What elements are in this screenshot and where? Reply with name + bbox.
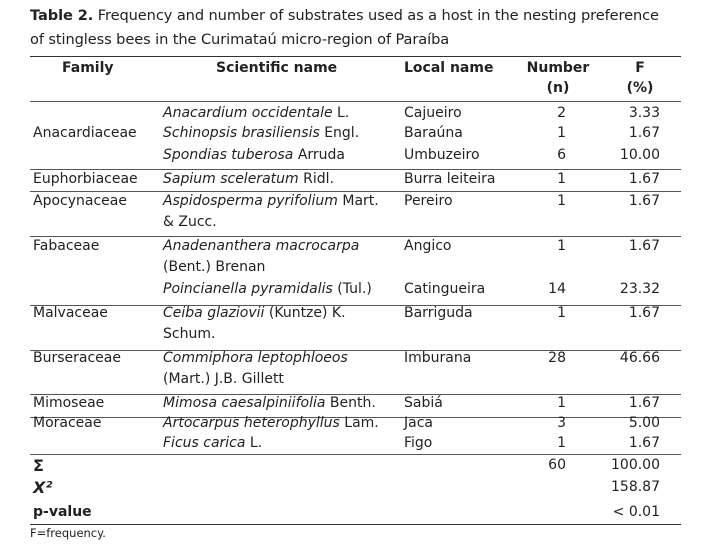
table-row-number: 1 [557, 395, 566, 411]
table-row-local: Burra leiteira [404, 171, 496, 187]
header-frequency: F [635, 60, 645, 76]
table-row-scientific-author: & Zucc. [163, 214, 217, 230]
table-row-scientific: Sapium sceleratum Ridl. [163, 171, 334, 187]
table-row-frequency: 3.33 [628, 105, 660, 121]
table-row-scientific: Mimosa caesalpiniifolia Benth. [163, 395, 376, 411]
table-row-frequency: 5.00 [628, 415, 660, 431]
table-row-scientific: Anadenanthera macrocarpa [163, 238, 360, 254]
rule-group [30, 350, 681, 351]
table-row-scientific: Artocarpus heterophyllus Lam. [163, 415, 379, 431]
chi-square-value: 158.87 [611, 479, 660, 495]
table-row-frequency: 1.67 [628, 305, 660, 321]
table-row-scientific: Ceiba glaziovii (Kuntze) K. [163, 305, 346, 321]
table-row-local: Jaca [404, 415, 433, 431]
table-row-number: 28 [548, 350, 566, 366]
table-row-family: Burseraceae [33, 350, 121, 366]
table-row-number: 14 [548, 281, 566, 297]
table-row-local: Pereiro [404, 193, 453, 209]
table-row-local: Imburana [404, 350, 472, 366]
sum-label: Σ [33, 456, 44, 475]
table-row-local: Barriguda [404, 305, 473, 321]
table-row-number: 1 [557, 171, 566, 187]
rule-totals [30, 454, 681, 455]
header-family: Family [62, 60, 114, 76]
table-row-scientific-author: (Bent.) Brenan [163, 259, 266, 275]
table-row-frequency: 1.67 [628, 238, 660, 254]
table-row-frequency: 1.67 [628, 435, 660, 451]
table-row-number: 1 [557, 193, 566, 209]
table-row-scientific: Aspidosperma pyrifolium Mart. [163, 193, 379, 209]
table-row-local: Catingueira [404, 281, 486, 297]
table-row-family: Mimoseae [33, 395, 105, 411]
table-row-frequency: 1.67 [628, 193, 660, 209]
table-row-family: Fabaceae [33, 238, 100, 254]
caption-line-1 [30, 4, 690, 28]
table-row-family: Malvaceae [33, 305, 108, 321]
table-row-number: 1 [557, 435, 566, 451]
caption-text-2: of stingless bees in the Curimataú micro-region of Paraíba [30, 31, 450, 48]
table-row-scientific: Ficus carica L. [163, 435, 263, 451]
sum-frequency: 100.00 [611, 457, 660, 473]
caption-text-1: Frequency and number of substrates used as a host in the nesting preference [97, 7, 659, 24]
header-scientific-name: Scientific name [216, 60, 338, 76]
table-row-frequency: 1.67 [628, 171, 660, 187]
caption-label: Table 2. [30, 7, 94, 24]
table-row-number: 2 [557, 105, 566, 121]
table-row-number: 3 [557, 415, 566, 431]
p-value-label: p-value [33, 504, 92, 520]
table-row-frequency: 23.32 [619, 281, 660, 297]
table-caption [30, 4, 690, 52]
table-row-number: 1 [557, 125, 566, 141]
table-row-frequency: 46.66 [619, 350, 660, 366]
rule-header [30, 101, 681, 102]
table-row-scientific: Spondias tuberosa Arruda [163, 147, 346, 163]
table-row-local: Angico [404, 238, 452, 254]
header-local-name: Local name [404, 60, 494, 76]
table-row-number: 1 [557, 305, 566, 321]
table-row-scientific-author: (Mart.) J.B. Gillett [163, 371, 284, 387]
table-row-local: Figo [404, 435, 433, 451]
table-row-frequency: 1.67 [628, 395, 660, 411]
table-row-scientific: Commiphora leptophloeos [163, 350, 348, 366]
rule-group [30, 305, 681, 306]
sum-number: 60 [548, 457, 566, 473]
table-row-scientific: Schinopsis brasiliensis Engl. [163, 125, 360, 141]
rule-bottom [30, 524, 681, 525]
header-frequency-unit: (%) [626, 80, 654, 96]
table-row-local: Baraúna [404, 125, 463, 141]
table-row-frequency: 10.00 [619, 147, 660, 163]
p-value: < 0.01 [612, 504, 660, 520]
table-row-local: Umbuzeiro [404, 147, 480, 163]
table-row-local: Cajueiro [404, 105, 462, 121]
table-row-scientific: Poincianella pyramidalis (Tul.) [163, 281, 372, 297]
table-row-number: 6 [557, 147, 566, 163]
rule-top [30, 56, 681, 57]
data-table [30, 56, 681, 526]
header-number-unit: (n) [546, 80, 570, 96]
table-row-family: Euphorbiaceae [33, 171, 138, 187]
table-row-family: Apocynaceae [33, 193, 127, 209]
header-number: Number [526, 60, 590, 76]
table-row-scientific: Anacardium occidentale L. [163, 105, 350, 121]
table-row-number: 1 [557, 238, 566, 254]
table-row-family: Moraceae [33, 415, 102, 431]
table-row-frequency: 1.67 [628, 125, 660, 141]
table-footnote: F=frequency. [30, 526, 106, 540]
chi-square-label: X² [33, 478, 53, 497]
table-row-scientific-author: Schum. [163, 326, 216, 342]
table-row-family: Anacardiaceae [33, 125, 137, 141]
table-row-local: Sabiá [404, 395, 443, 411]
